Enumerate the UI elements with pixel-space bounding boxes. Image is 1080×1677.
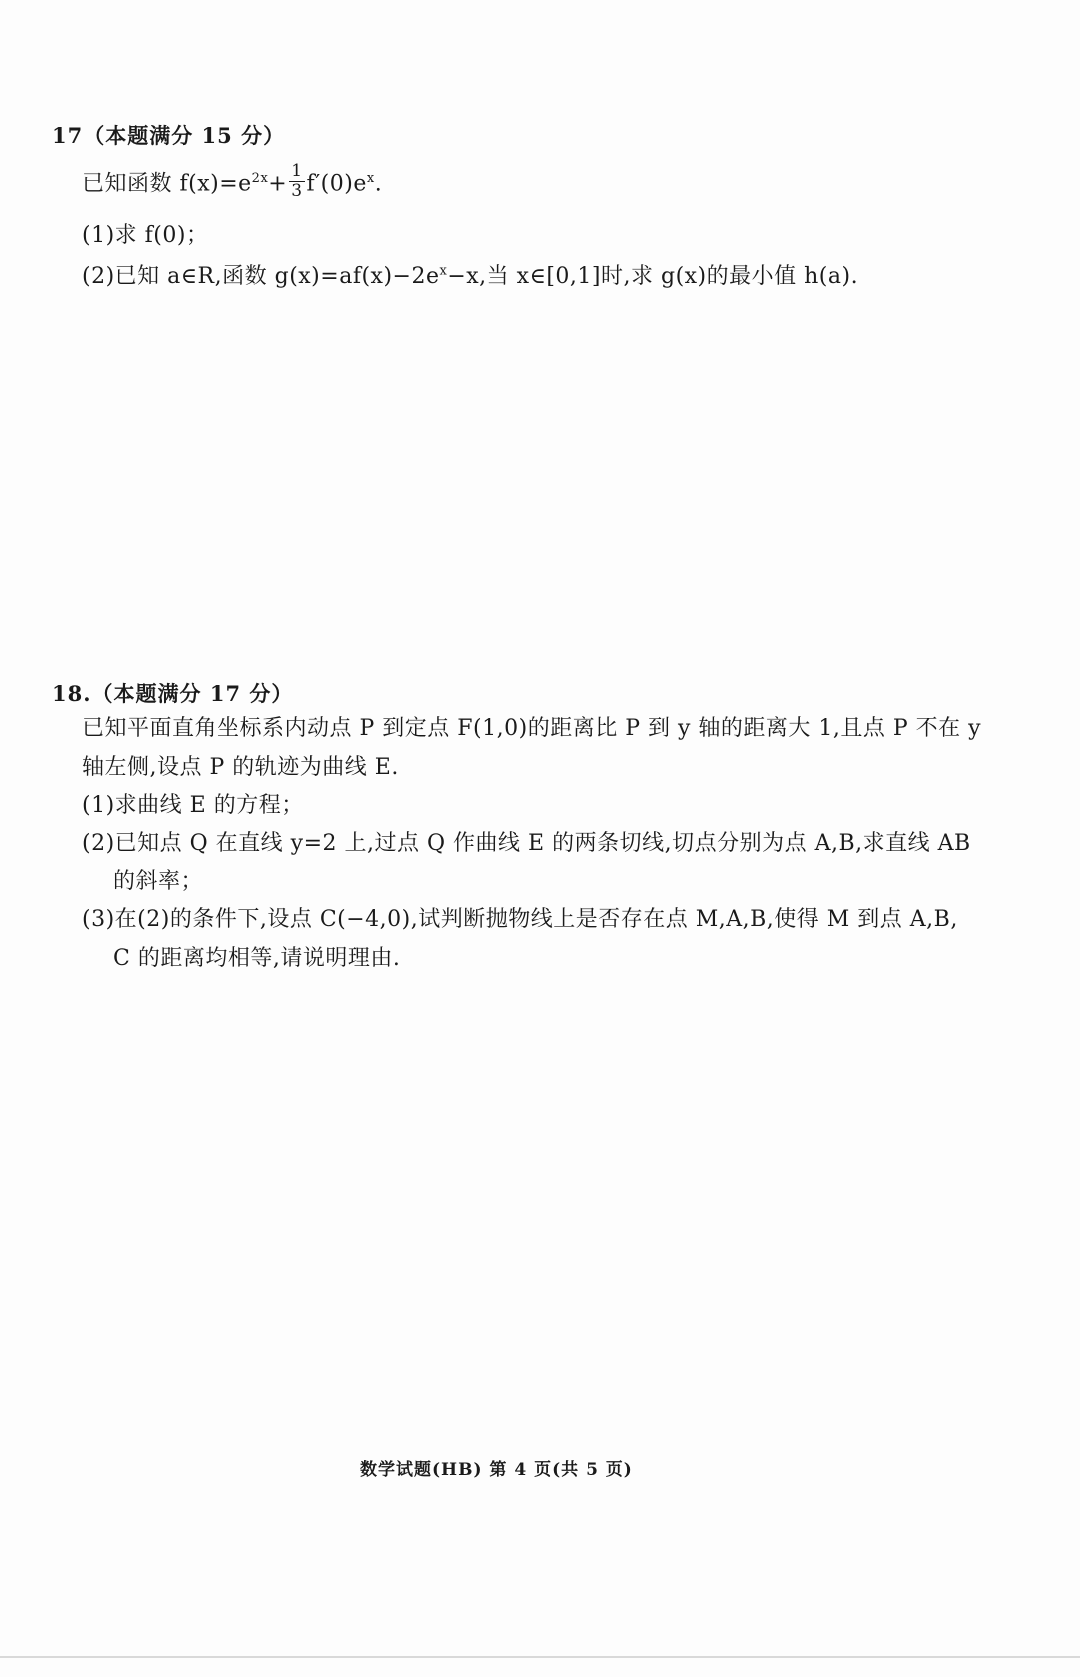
stem-text-2: f′(0)e [306,171,367,197]
stem-exponent-2: x [366,171,375,187]
fraction-numerator: 1 [291,161,303,181]
fraction-denominator: 3 [291,181,303,201]
question-18-part-3-line-1: (3)在(2)的条件下,设点 C(−4,0),试判断抛物线上是否存在点 M,A,B,使得 M 到点 A,B, [82,907,958,932]
stem-end: . [374,171,383,197]
stem-exponent: 2x [251,171,269,187]
question-17-part-1: (1)求 f(0)； [82,223,209,248]
part-2-text: (2)已知 a∈R,函数 g(x)=af(x)−2e [82,264,440,289]
question-18-stem-line-1: 已知平面直角坐标系内动点 P 到定点 F(1,0)的距离比 P 到 y 轴的距离大 1,且点 P 不在 y [82,716,982,741]
stem-plus: + [268,171,288,197]
page-footer: 数学试题(HB) 第 4 页(共 5 页) [360,1460,633,1480]
part-2-text-2: −x,当 x∈[0,1]时,求 g(x)的最小值 h(a). [447,264,859,289]
question-18-part-2-line-1: (2)已知点 Q 在直线 y=2 上,过点 Q 作曲线 E 的两条切线,切点分别为点 A,B,求直线 AB [82,831,971,856]
question-18-header: 18.（本题满分 17 分） [52,681,294,706]
question-18-part-3-line-2: C 的距离均相等,请说明理由. [113,946,401,971]
part-2-exponent: x [439,263,448,279]
question-17-stem [82,161,383,203]
question-18-stem-line-2: 轴左侧,设点 P 的轨迹为曲线 E. [82,755,399,780]
question-18-part-1: (1)求曲线 E 的方程； [82,793,304,818]
question-18-part-2-line-2: 的斜率； [113,869,204,894]
stem-text: 已知函数 f(x)=e [82,171,252,197]
question-17-part-2 [82,259,858,290]
bottom-divider [0,1656,1080,1658]
fraction [289,163,304,200]
question-17-header: 17（本题满分 15 分） [52,123,286,148]
